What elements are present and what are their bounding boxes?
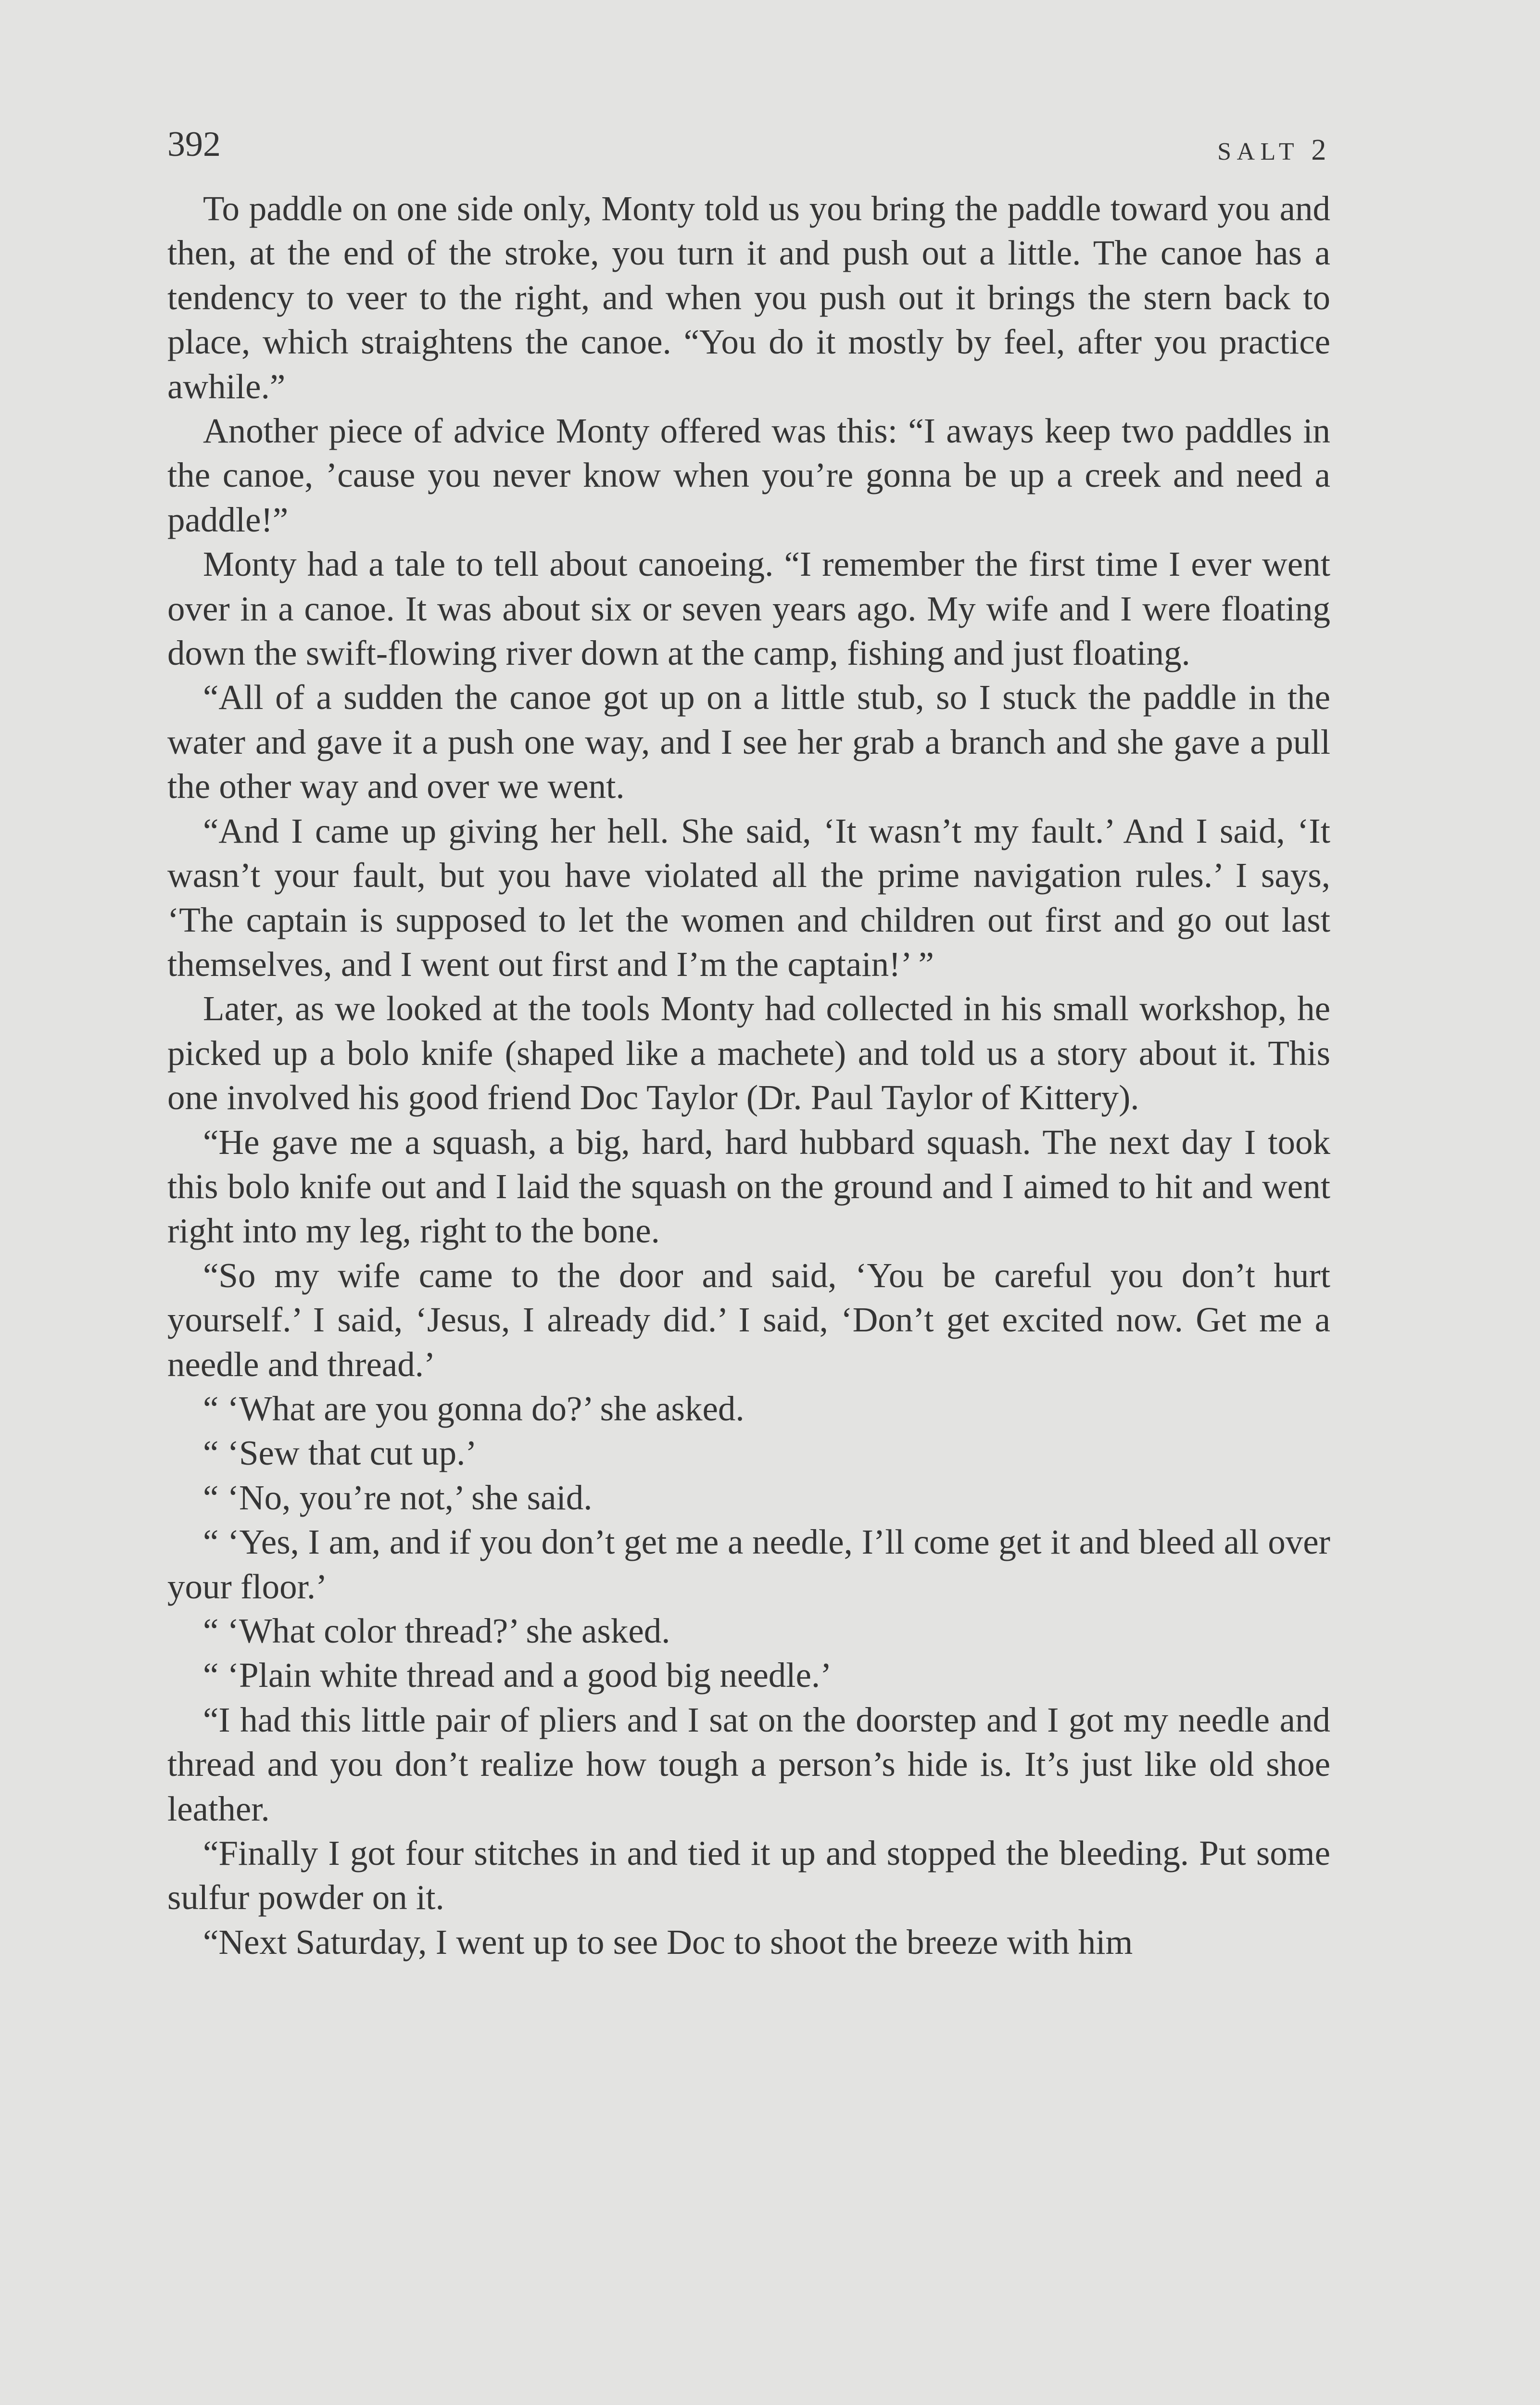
paragraph: Later, as we looked at the tools Monty had collected in his small workshop, he picked up a bolo knife (shaped like a machete) and told us a story about it. This one involved his good friend Doc Taylor (Dr. Paul Taylor of Kittery). [167,989,1330,1117]
paragraph: Monty had a tale to tell about canoeing. “I remember the first time I ever went over in a canoe. It was about six or seven years ago. My wife and I were floating down the swift-flowing river down at the camp, fishing and just floating. [167,544,1330,673]
paragraph: “ ‘What color thread?’ she asked. [203,1611,670,1650]
paragraph: “So my wife came to the door and said, ‘You be careful you don’t hurt yourself.’ I said, ‘Jesus, I already did.’ I said, ‘Don’t get excited now. Get me a needle and thread.’ [167,1255,1330,1384]
paragraph: “And I came up giving her hell. She said, ‘It wasn’t my fault.’ And I said, ‘It wasn’t your fault, but you have violated all the prime navigation rules.’ I says, ‘The captain is supposed to let the women and children out first and go out last themselves, and I went out first and I’m the captain!’ ” [167,811,1330,984]
running-title-caps: SALT [1217,138,1300,165]
paragraph: “ ‘Sew that cut up.’ [203,1433,477,1473]
paragraph: “He gave me a squash, a big, hard, hard hubbard squash. The next day I took this bolo knife out and I laid the squash on the ground and I aimed to hit and went right into my leg, right to the bone. [167,1122,1330,1251]
paragraph: “All of a sudden the canoe got up on a little stub, so I stuck the paddle in the water and gave it a push one way, and I see her grab a branch and she gave a pull the other way and over we went. [167,678,1330,806]
paragraph: “I had this little pair of pliers and I sat on the doorstep and I got my needle and thread and you don’t realize how tough a person’s hide is. It’s just like old shoe leather. [167,1700,1330,1828]
paragraph: “Next Saturday, I went up to see Doc to shoot the breeze with him [203,1922,1133,1962]
paragraph: “ ‘No, you’re not,’ she said. [203,1478,593,1517]
running-title [1217,126,1330,176]
paragraph: “ ‘Yes, I am, and if you don’t get me a needle, I’ll come get it and bleed all over your floor.’ [167,1522,1330,1606]
paragraph: “ ‘Plain white thread and a good big needle.’ [203,1656,832,1695]
running-head [167,120,1330,178]
body-text [167,187,1330,1964]
running-title-number: 2 [1311,134,1330,166]
book-page [167,120,1330,1964]
paragraph: “ ‘What are you gonna do?’ she asked. [203,1389,745,1428]
paragraph: To paddle on one side only, Monty told us you bring the paddle toward you and then, at the end of the stroke, you turn it and push out a little. The canoe has a tendency to veer to the right, and when you push out it brings the stern back to place, which straightens the canoe. “You do it mostly by feel, after you practice awhile.” [167,189,1330,406]
paragraph: “Finally I got four stitches in and tied it up and stopped the bleeding. Put some sulfur powder on it. [167,1834,1330,1917]
page-number: 392 [167,125,221,164]
paragraph: Another piece of advice Monty offered was this: “I aways keep two paddles in the canoe, ’cause you never know when you’re gonna be up a creek and need a paddle!” [167,411,1330,539]
